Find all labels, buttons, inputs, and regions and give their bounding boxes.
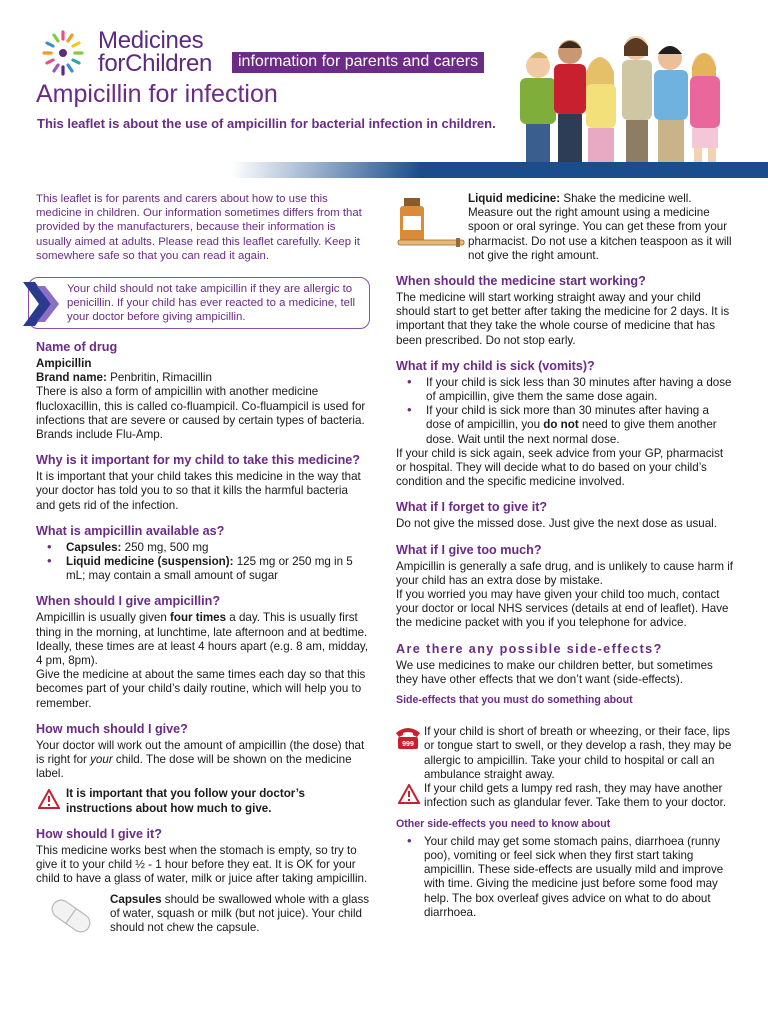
brand-name-line1: Medicines (98, 27, 204, 54)
intro-text: This leaflet is for parents and carers about how to use this medicine in children. Our information sometimes differs from that provided by the manufacturers, because their information is usually aimed at adults. Please read this leaflet carefully. Keep it somewhere safe so that you can read it again. (36, 193, 362, 262)
when-give-text: Ampicillin is usually given four times a day. This is usually first thing in the morning, at lunchtime, late afternoon and at bedtime. Ideally, these times are at least 4 hours apart (e.g. 8 am, midday, 4 pm, 8pm). (36, 611, 369, 668)
header (0, 0, 768, 178)
warning-triangle-icon (398, 784, 420, 804)
brand-name-line: Brand name: Penbritin, Rimacillin (36, 371, 212, 385)
drug-name: Ampicillin (36, 357, 92, 371)
capsule-pill-icon (46, 897, 96, 935)
list-item: • Liquid medicine (suspension): 125 mg or 250 mg in 5 mL; may contain a small amount of sugar (36, 555, 370, 583)
sick-heading: What if my child is sick (vomits)? (396, 358, 595, 373)
brand-name-line2: forChildren (98, 50, 213, 77)
medicine-bottle-syringe-icon (396, 196, 466, 254)
how-give-heading: How should I give it? (36, 826, 162, 841)
page-subtitle: This leaflet is about the use of ampicillin for bacterial infection in children. (37, 116, 496, 131)
rash-side-effect (396, 782, 736, 810)
dose-warning (36, 787, 370, 815)
sick-list (396, 376, 736, 447)
other-side-effects-list (396, 835, 736, 920)
too-much-text-2: If you worried you may have given your child too much, contact your doctor or local NHS services (details at end of leaflet). Have the medicine packet with you if you telephone for advice. (396, 588, 729, 630)
allergy-callout-text: Your child should not take ampicillin if they are allergic to penicillin. If your child has ever reacted to a medicine, tell your doctor before giving ampicillin. (67, 283, 356, 324)
emergency-phone-icon (394, 725, 422, 751)
available-as-heading: What is ampicillin available as? (36, 523, 225, 538)
why-important-heading: Why is it important for my child to take this medicine? (36, 453, 360, 468)
why-important-text: It is important that your child takes this medicine in the way that your doctor has told you to so that it kills the harmful bacteria and gets rid of the infection. (36, 470, 361, 512)
dose-warning-text: It is important that you follow your doctor’s instructions about how much to give. (66, 787, 305, 815)
allergy-callout (28, 277, 370, 329)
how-much-text: Your doctor will work out the amount of ampicillin (the dose) that is right for your child. The dose will be shown on the medicine label. (36, 738, 365, 781)
list-item: • Your child may get some stomach pains, diarrhoea (runny poo), vomiting or feel sick when they first start taking ampicillin. These side-effects are usually mild and improve with time. Giving the medicine just before some food may help. The box overleaf gives advice on what to do about diarrhoea. (396, 835, 736, 920)
side-effects-text: We use medicines to make our children better, but sometimes they have other effects that we don’t want (side-effects). (396, 658, 713, 686)
forget-heading: What if I forget to give it? (396, 500, 548, 515)
header-band-fade (0, 162, 420, 178)
must-do-heading: Side-effects that you must do something about (396, 694, 633, 707)
allergy-side-effect-text: If your child is short of breath or wheezing, or their face, lips or tongue start to swell, or they develop a rash, they may be allergic to ampicillin. Take your child to hospital or call an ambulance straight away. (424, 725, 732, 781)
sick-again-text: If your child is sick again, seek advice from your GP, pharmacist or hospital. They will decide what to do based on your child’s condition and the specific medicine involved. (396, 446, 724, 489)
liquid-medicine-instructions: Liquid medicine: Shake the medicine well. Measure out the right amount using a medicine spoon or oral syringe. You can get these from your pharmacist. Do not use a kitchen teaspoon as it will not give the right amount. (396, 192, 736, 263)
chevron-arrow-icon (23, 282, 63, 326)
available-list (36, 541, 370, 584)
routine-text: Give the medicine at about the same times each day so that this becomes part of your child’s daily routine, which will help you to remember. (36, 668, 366, 710)
rash-side-effect-text: If your child gets a lumpy red rash, they may have another infection such as glandular fever. Take them to your doctor. (424, 782, 727, 810)
too-much-text-1: Ampicillin is generally a safe drug, and is unlikely to cause harm if your child has an extra dose by mistake. (396, 559, 734, 587)
tagline: information for parents and carers (232, 52, 484, 73)
list-item: • If your child is sick less than 30 minutes after having a dose of ampicillin, give them the same dose again. (396, 376, 736, 404)
co-fluampicil-text: There is also a form of ampicillin with another medicine flucloxacillin, this is called co-fluampicil. Co-fluampicil is used for infections that are severe or caused by certain types of bacteria. Brands include Flu-Amp. (36, 385, 366, 442)
emergency-number: 999 (402, 741, 414, 749)
capsules-instructions: Capsules should be swallowed whole with a glass of water, squash or milk (but not juice). Your child should not chew the capsule. (36, 893, 370, 945)
how-much-heading: How much should I give? (36, 721, 188, 736)
start-working-text: The medicine will start working straight away and your child should start to get better after taking the medicine for 2 days. It is important that they take the whole course of medicine that has been prescribed. Do not stop early. (396, 291, 730, 347)
right-column (396, 192, 736, 920)
when-give-heading: When should I give ampicillin? (36, 594, 221, 609)
allergy-side-effect (396, 725, 736, 782)
warning-triangle-icon (38, 789, 60, 809)
too-much-heading: What if I give too much? (396, 542, 542, 557)
other-side-effects-heading: Other side-effects you need to know about (396, 817, 611, 830)
medicines-for-children-logo-icon (38, 28, 88, 78)
page-title: Ampicillin for infection (36, 80, 278, 108)
list-item: • Capsules: 250 mg, 500 mg (36, 541, 370, 555)
name-of-drug-heading: Name of drug (36, 340, 118, 355)
list-item: • If your child is sick more than 30 minutes after having a dose of ampicillin, you do not need to give them another dose. Wait until the next normal dose. (396, 404, 736, 447)
left-column (36, 192, 370, 945)
children-group-photo (508, 28, 734, 178)
side-effects-heading: Are there any possible side-effects? (396, 641, 663, 656)
forget-text: Do not give the missed dose. Just give the next dose as usual. (396, 517, 717, 531)
how-give-text: This medicine works best when the stomach is empty, so try to give it to your child ½ - 1 hour before they eat. It is OK for your child to have a glass of water, milk or juice after taking ampicillin. (36, 843, 368, 886)
start-working-heading: When should the medicine start working? (396, 274, 646, 289)
